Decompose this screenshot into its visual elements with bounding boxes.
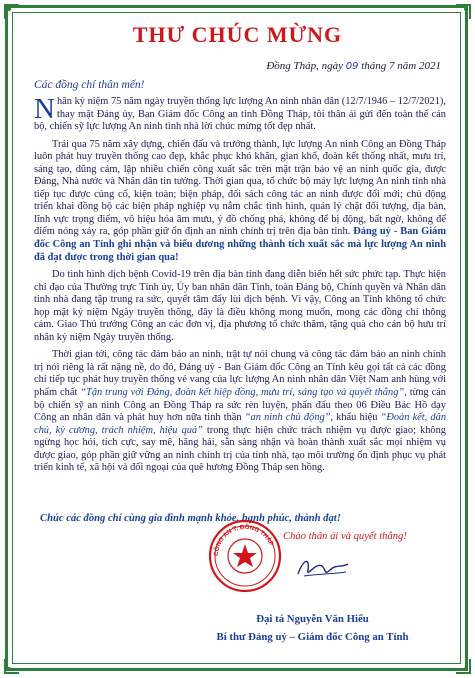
closing-wish: Chúc các đồng chí cùng gia đình mạnh khỏe, hạnh phúc, thành đạt! bbox=[40, 513, 341, 524]
paragraph-4-text-a: Thời gian tới, công tác đảm bảo an ninh, trật tự nói chung và công tác đảm bảo an ninh chính trị nói riêng là rất nặng nề, do đó, Đảng uỷ - Ban Giám đốc Công an Tỉnh kêu gọi tất cả các đồng chí tiếp tục phát huy truyền thống vẻ vang của lực lượng An ninh nhân dân Việt Nam anh hùng với phẩm chất bbox=[34, 349, 446, 399]
corner-ornament-icon bbox=[454, 657, 472, 675]
letter-body bbox=[34, 93, 447, 480]
paragraph-2-emphasis: Đảng uỷ - Ban Giám đốc Công an Tỉnh ghi nhận và biểu dương những thành tích xuất sắc mà lực lượng An ninh đã đạt được trong thời gian qua! bbox=[34, 226, 446, 263]
paragraph-2-text: Trải qua 75 năm xây dựng, chiến đấu và trưởng thành, lực lượng An ninh Công an Đồng Tháp luôn phát huy truyền thống cao đẹp, khắc phục khó khăn, gian khổ, đoàn kết thống nhất, mưu trí, sáng tạo, dũng cảm, lập nhiều chiến công xuất sắc trên mặt trận bảo vệ an ninh quốc gia, được Đảng, Nhà nước và Nhân dân tin tưởng. Thời gian qua, tổ chức bộ máy lực lượng An ninh tỉnh nhà tiếp tục được củng cố, kiện toàn; biện pháp, đối sách công tác an ninh được đổi mới; chủ động triển khai đồng bộ các biện pháp nghiệp vụ nắm chắc tình hình, quản lý chặt đối tượng, địa bàn, lĩnh vực trọng điểm, vô hiệu hóa âm mưu, ý đồ chống phá, không để bị động, bất ngờ, không để điểm nóng xảy ra, góp phần giữ ổn định an ninh chính trị trên địa bàn tỉnh. bbox=[34, 138, 446, 238]
paragraph-4-text-b: , từng cán bộ chiến sỹ an ninh Công an Đồng Tháp ra sức rèn luyện, phấn đấu theo 06 Điều Bác Hồ dạy Công an nhân dân và phát huy hơn nữa tinh thần bbox=[34, 387, 446, 424]
paragraph-1-text: hân kỷ niệm 75 năm ngày truyền thống lực lượng An ninh nhân dân (12/7/1946 – 12/7/2021), thay mặt Đảng ủy, Ban Giám đốc Công an tỉnh Đồng Tháp, tôi thân ái gửi đến toàn thể cán bộ, chiến sỹ lực lượng An ninh tình nhà lời chúc mừng tốt đẹp nhất. bbox=[34, 96, 446, 133]
corner-ornament-icon bbox=[3, 657, 21, 675]
handwritten-signature-icon bbox=[294, 552, 354, 582]
paragraph-4 bbox=[34, 349, 446, 474]
seal-text: CÔNG AN T. ĐỒNG THÁP bbox=[212, 523, 275, 557]
corner-ornament-icon bbox=[3, 3, 21, 21]
letter-title: THƯ CHÚC MỪNG bbox=[132, 22, 343, 47]
official-seal-icon bbox=[207, 518, 283, 594]
paragraph-4-text-d: trong thực hiện chức trách nhiệm vụ được giao; không ngừng học hỏi, tích cực, say mê, hăng hái, sẵn sàng nhận và hoàn thành xuất sắc mọi nhiệm vụ được giao, góp phần giữ vững an ninh chính trị của tỉnh nhà, tạo môi trường ổn định phục vụ phát triển kinh tế, xã hội và đối ngoại của quê hương Đồng Tháp sen hồng. bbox=[34, 424, 446, 474]
corner-ornament-icon bbox=[454, 3, 472, 21]
dateline bbox=[266, 60, 441, 72]
paragraph-3 bbox=[34, 269, 446, 344]
paragraph-2 bbox=[34, 139, 446, 264]
paragraph-4-quote-3: “Đoàn kết, dân chủ, kỷ cương, trách nhiệm, hiệu quả” bbox=[34, 412, 447, 436]
signer-title: Bí thư Đảng uỷ – Giám đốc Công an Tỉnh bbox=[216, 631, 409, 643]
closing-greeting: Chào thân ái và quyết thắng! bbox=[283, 531, 407, 542]
date-prefix: Đồng Tháp, ngày bbox=[266, 60, 344, 72]
paragraph-4-quote-2: “an ninh chủ động” bbox=[244, 412, 331, 424]
date-day: 09 bbox=[345, 61, 359, 72]
salutation: Các đồng chí thân mến! bbox=[34, 79, 145, 91]
paragraph-3-text: Do tình hình dịch bệnh Covid-19 trên địa bàn tỉnh đang diễn biến hết sức phức tạp. Thực hiện chỉ đạo của Thường trực Tỉnh ủy, Ủy ban nhân dân Tỉnh, toàn Đảng bộ, Chính quyền và Nhân dân tỉnh nhà đang tập trung ra sức, quyết tâm đẩy lùi dịch bệnh. Vì vậy, Công an Tỉnh không tổ chức họp mặt kỷ niệm Ngày truyền thống, đây là điều không mong muốn, mong các đồng chí thông cảm. Giao Thủ trưởng Công an các đơn vị, địa phương tổ chức thăm, tặng quà cho cán bộ hưu trí nhân kỷ niệm Ngày truyền thống. bbox=[34, 269, 446, 343]
paragraph-4-quote-1: “Tận trung với Đảng, đoàn kết hiệp đồng, mưu trí, sáng tạo và quyết thắng” bbox=[80, 387, 405, 399]
drop-cap: N bbox=[34, 93, 55, 125]
paragraph-4-text-c: , khẩu hiệu bbox=[330, 412, 378, 424]
paragraph-1 bbox=[34, 93, 446, 134]
date-suffix: tháng 7 năm 2021 bbox=[361, 60, 441, 72]
signer-name: Đại tá Nguyễn Văn Hiếu bbox=[256, 613, 369, 625]
